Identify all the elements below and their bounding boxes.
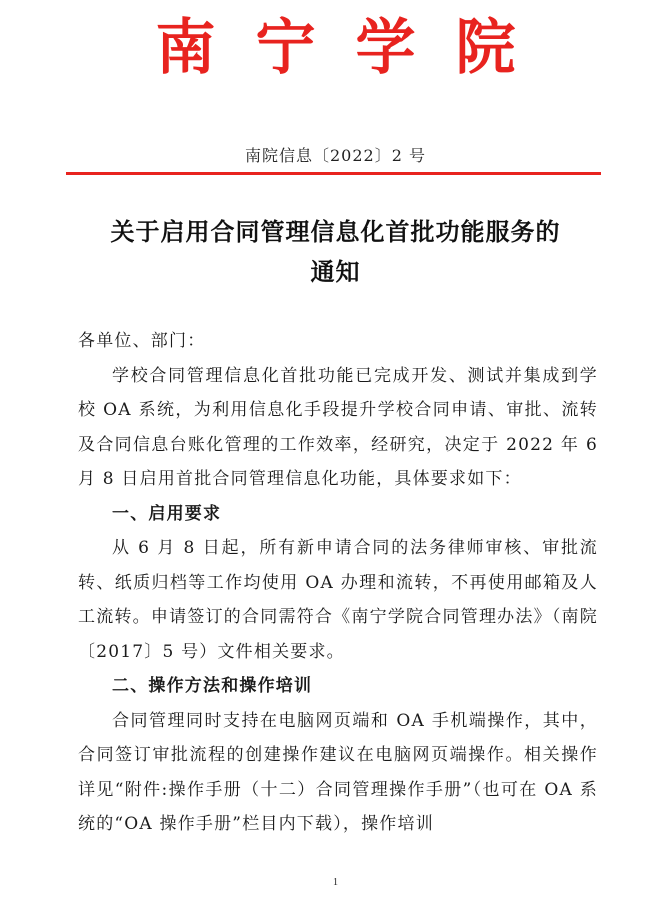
section-2-heading: 二、操作方法和操作培训 [112, 676, 313, 696]
page-number: 1 [333, 877, 338, 888]
section-2-paragraph: 合同管理同时支持在电脑网页端和 OA 手机端操作，其中，合同签订审批流程的创建操作建议在电脑网页端操作。相关操作详见“附件:操作手册（十二）合同管理操作手册”（也可在 OA 系统的“OA 操作手册”栏目内下载），操作培训 [78, 710, 598, 834]
section-1-heading: 一、启用要求 [112, 503, 222, 524]
notice-title [60, 212, 611, 292]
intro-paragraph: 学校合同管理信息化首批功能已完成开发、测试并集成到学校 OA 系统，为利用信息化手段提升学校合同申请、审批、流转及合同信息台账化管理的工作效率，经研究，决定于 2022 年 6 月 8 日启用首批合同管理信息化功能，具体要求如下： [78, 365, 598, 489]
red-divider-line [66, 172, 601, 175]
institution-masthead: 南宁学院 [155, 13, 556, 83]
title-line-2: 通知 [310, 257, 361, 286]
title-line-1: 关于启用合同管理信息化首批功能服务的 [110, 217, 561, 246]
document-number: 南院信息〔2022〕2 号 [245, 146, 426, 165]
section-1-paragraph: 从 6 月 8 日起，所有新申请合同的法务律师审核、审批流转、纸质归档等工作均使用 OA 办理和流转，不再使用邮箱及人工流转。申请签订的合同需符合《南宁学院合同管理办法》（南院〔2017〕5 号）文件相关要求。 [78, 538, 598, 662]
notice-body [78, 324, 598, 842]
salutation: 各单位、部门： [78, 331, 206, 351]
